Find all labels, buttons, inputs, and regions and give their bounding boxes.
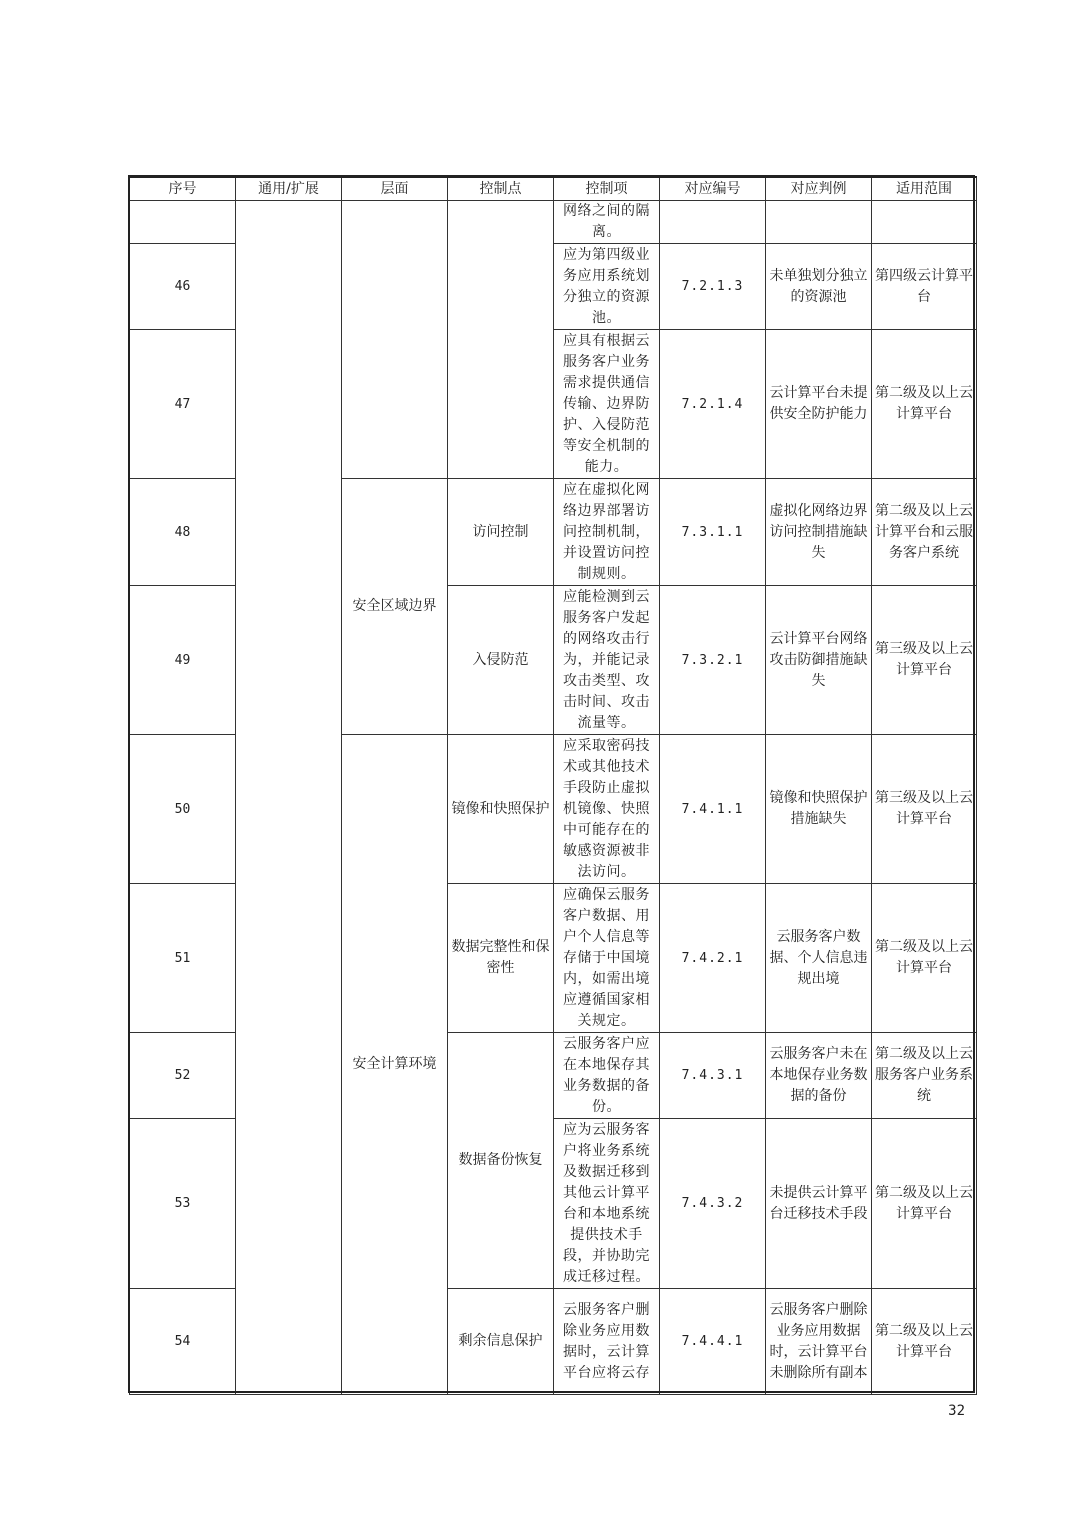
case-cell: 云服务客户删除业务应用数据时，云计算平台未删除所有副本 — [766, 1289, 872, 1395]
control-point-cell: 镜像和快照保护 — [448, 735, 554, 884]
general-extended-cell — [236, 201, 342, 1395]
seq-cell: 48 — [130, 479, 236, 586]
control-point-cell: 数据备份恢复 — [448, 1033, 554, 1289]
code-cell: 7.3.2.1 — [660, 586, 766, 735]
control-item-cell: 云服务客户应在本地保存其业务数据的备份。 — [554, 1033, 660, 1119]
scope-cell — [872, 201, 977, 244]
code-cell: 7.4.3.1 — [660, 1033, 766, 1119]
seq-cell: 50 — [130, 735, 236, 884]
header-layer: 层面 — [342, 177, 448, 201]
scope-cell: 第二级及以上云计算平台和云服务客户系统 — [872, 479, 977, 586]
code-cell: 7.4.1.1 — [660, 735, 766, 884]
header-row — [130, 177, 977, 201]
table-row — [130, 201, 977, 244]
control-point-cell: 剩余信息保护 — [448, 1289, 554, 1395]
case-cell: 未提供云计算平台迁移技术手段 — [766, 1119, 872, 1289]
control-item-cell: 应在虚拟化网络边界部署访问控制机制，并设置访问控制规则。 — [554, 479, 660, 586]
case-cell: 虚拟化网络边界访问控制措施缺失 — [766, 479, 872, 586]
control-table — [129, 176, 977, 1395]
seq-cell: 52 — [130, 1033, 236, 1119]
control-point-cell: 访问控制 — [448, 479, 554, 586]
case-cell: 云计算平台未提供安全防护能力 — [766, 330, 872, 479]
case-cell: 云服务客户数据、个人信息违规出境 — [766, 884, 872, 1033]
seq-cell: 46 — [130, 244, 236, 330]
control-point-cell: 数据完整性和保密性 — [448, 884, 554, 1033]
control-item-cell: 应具有根据云服务客户业务需求提供通信传输、边界防护、入侵防范等安全机制的能力。 — [554, 330, 660, 479]
scope-cell: 第二级及以上云计算平台 — [872, 330, 977, 479]
page-number: 32 — [948, 1403, 965, 1419]
case-cell: 云计算平台网络攻击防御措施缺失 — [766, 586, 872, 735]
control-point-cell: 入侵防范 — [448, 586, 554, 735]
header-code: 对应编号 — [660, 177, 766, 201]
seq-cell: 51 — [130, 884, 236, 1033]
layer-cell: 安全区域边界 — [342, 479, 448, 735]
scope-cell: 第四级云计算平台 — [872, 244, 977, 330]
control-item-cell: 网络之间的隔离。 — [554, 201, 660, 244]
code-cell: 7.4.4.1 — [660, 1289, 766, 1395]
header-control-item: 控制项 — [554, 177, 660, 201]
control-item-cell: 应确保云服务客户数据、用户个人信息等存储于中国境内，如需出境应遵循国家相关规定。 — [554, 884, 660, 1033]
scope-cell: 第三级及以上云计算平台 — [872, 586, 977, 735]
case-cell: 镜像和快照保护措施缺失 — [766, 735, 872, 884]
code-cell: 7.2.1.4 — [660, 330, 766, 479]
case-cell — [766, 201, 872, 244]
scope-cell: 第二级及以上云服务客户业务系统 — [872, 1033, 977, 1119]
control-item-cell: 云服务客户删除业务应用数据时，云计算平台应将云存 — [554, 1289, 660, 1395]
control-item-cell: 应为第四级业务应用系统划分独立的资源池。 — [554, 244, 660, 330]
scope-cell: 第三级及以上云计算平台 — [872, 735, 977, 884]
seq-cell: 49 — [130, 586, 236, 735]
code-cell: 7.3.1.1 — [660, 479, 766, 586]
header-control-point: 控制点 — [448, 177, 554, 201]
code-cell: 7.4.3.2 — [660, 1119, 766, 1289]
code-cell — [660, 201, 766, 244]
layer-cell: 安全计算环境 — [342, 735, 448, 1395]
scope-cell: 第二级及以上云计算平台 — [872, 1119, 977, 1289]
control-item-cell: 应为云服务客户将业务系统及数据迁移到其他云计算平台和本地系统提供技术手段，并协助完成迁移过程。 — [554, 1119, 660, 1289]
header-seq: 序号 — [130, 177, 236, 201]
seq-cell — [130, 201, 236, 244]
code-cell: 7.2.1.3 — [660, 244, 766, 330]
header-case: 对应判例 — [766, 177, 872, 201]
header-scope: 适用范围 — [872, 177, 977, 201]
scope-cell: 第二级及以上云计算平台 — [872, 1289, 977, 1395]
case-cell: 云服务客户未在本地保存业务数据的备份 — [766, 1033, 872, 1119]
header-general-extended: 通用/扩展 — [236, 177, 342, 201]
seq-cell: 53 — [130, 1119, 236, 1289]
control-point-cell — [448, 201, 554, 479]
seq-cell: 54 — [130, 1289, 236, 1395]
case-cell: 未单独划分独立的资源池 — [766, 244, 872, 330]
control-item-cell: 应采取密码技术或其他技术手段防止虚拟机镜像、快照中可能存在的敏感资源被非法访问。 — [554, 735, 660, 884]
seq-cell: 47 — [130, 330, 236, 479]
scope-cell: 第二级及以上云计算平台 — [872, 884, 977, 1033]
control-item-cell: 应能检测到云服务客户发起的网络攻击行为，并能记录攻击类型、攻击时间、攻击流量等。 — [554, 586, 660, 735]
code-cell: 7.4.2.1 — [660, 884, 766, 1033]
layer-cell — [342, 201, 448, 479]
